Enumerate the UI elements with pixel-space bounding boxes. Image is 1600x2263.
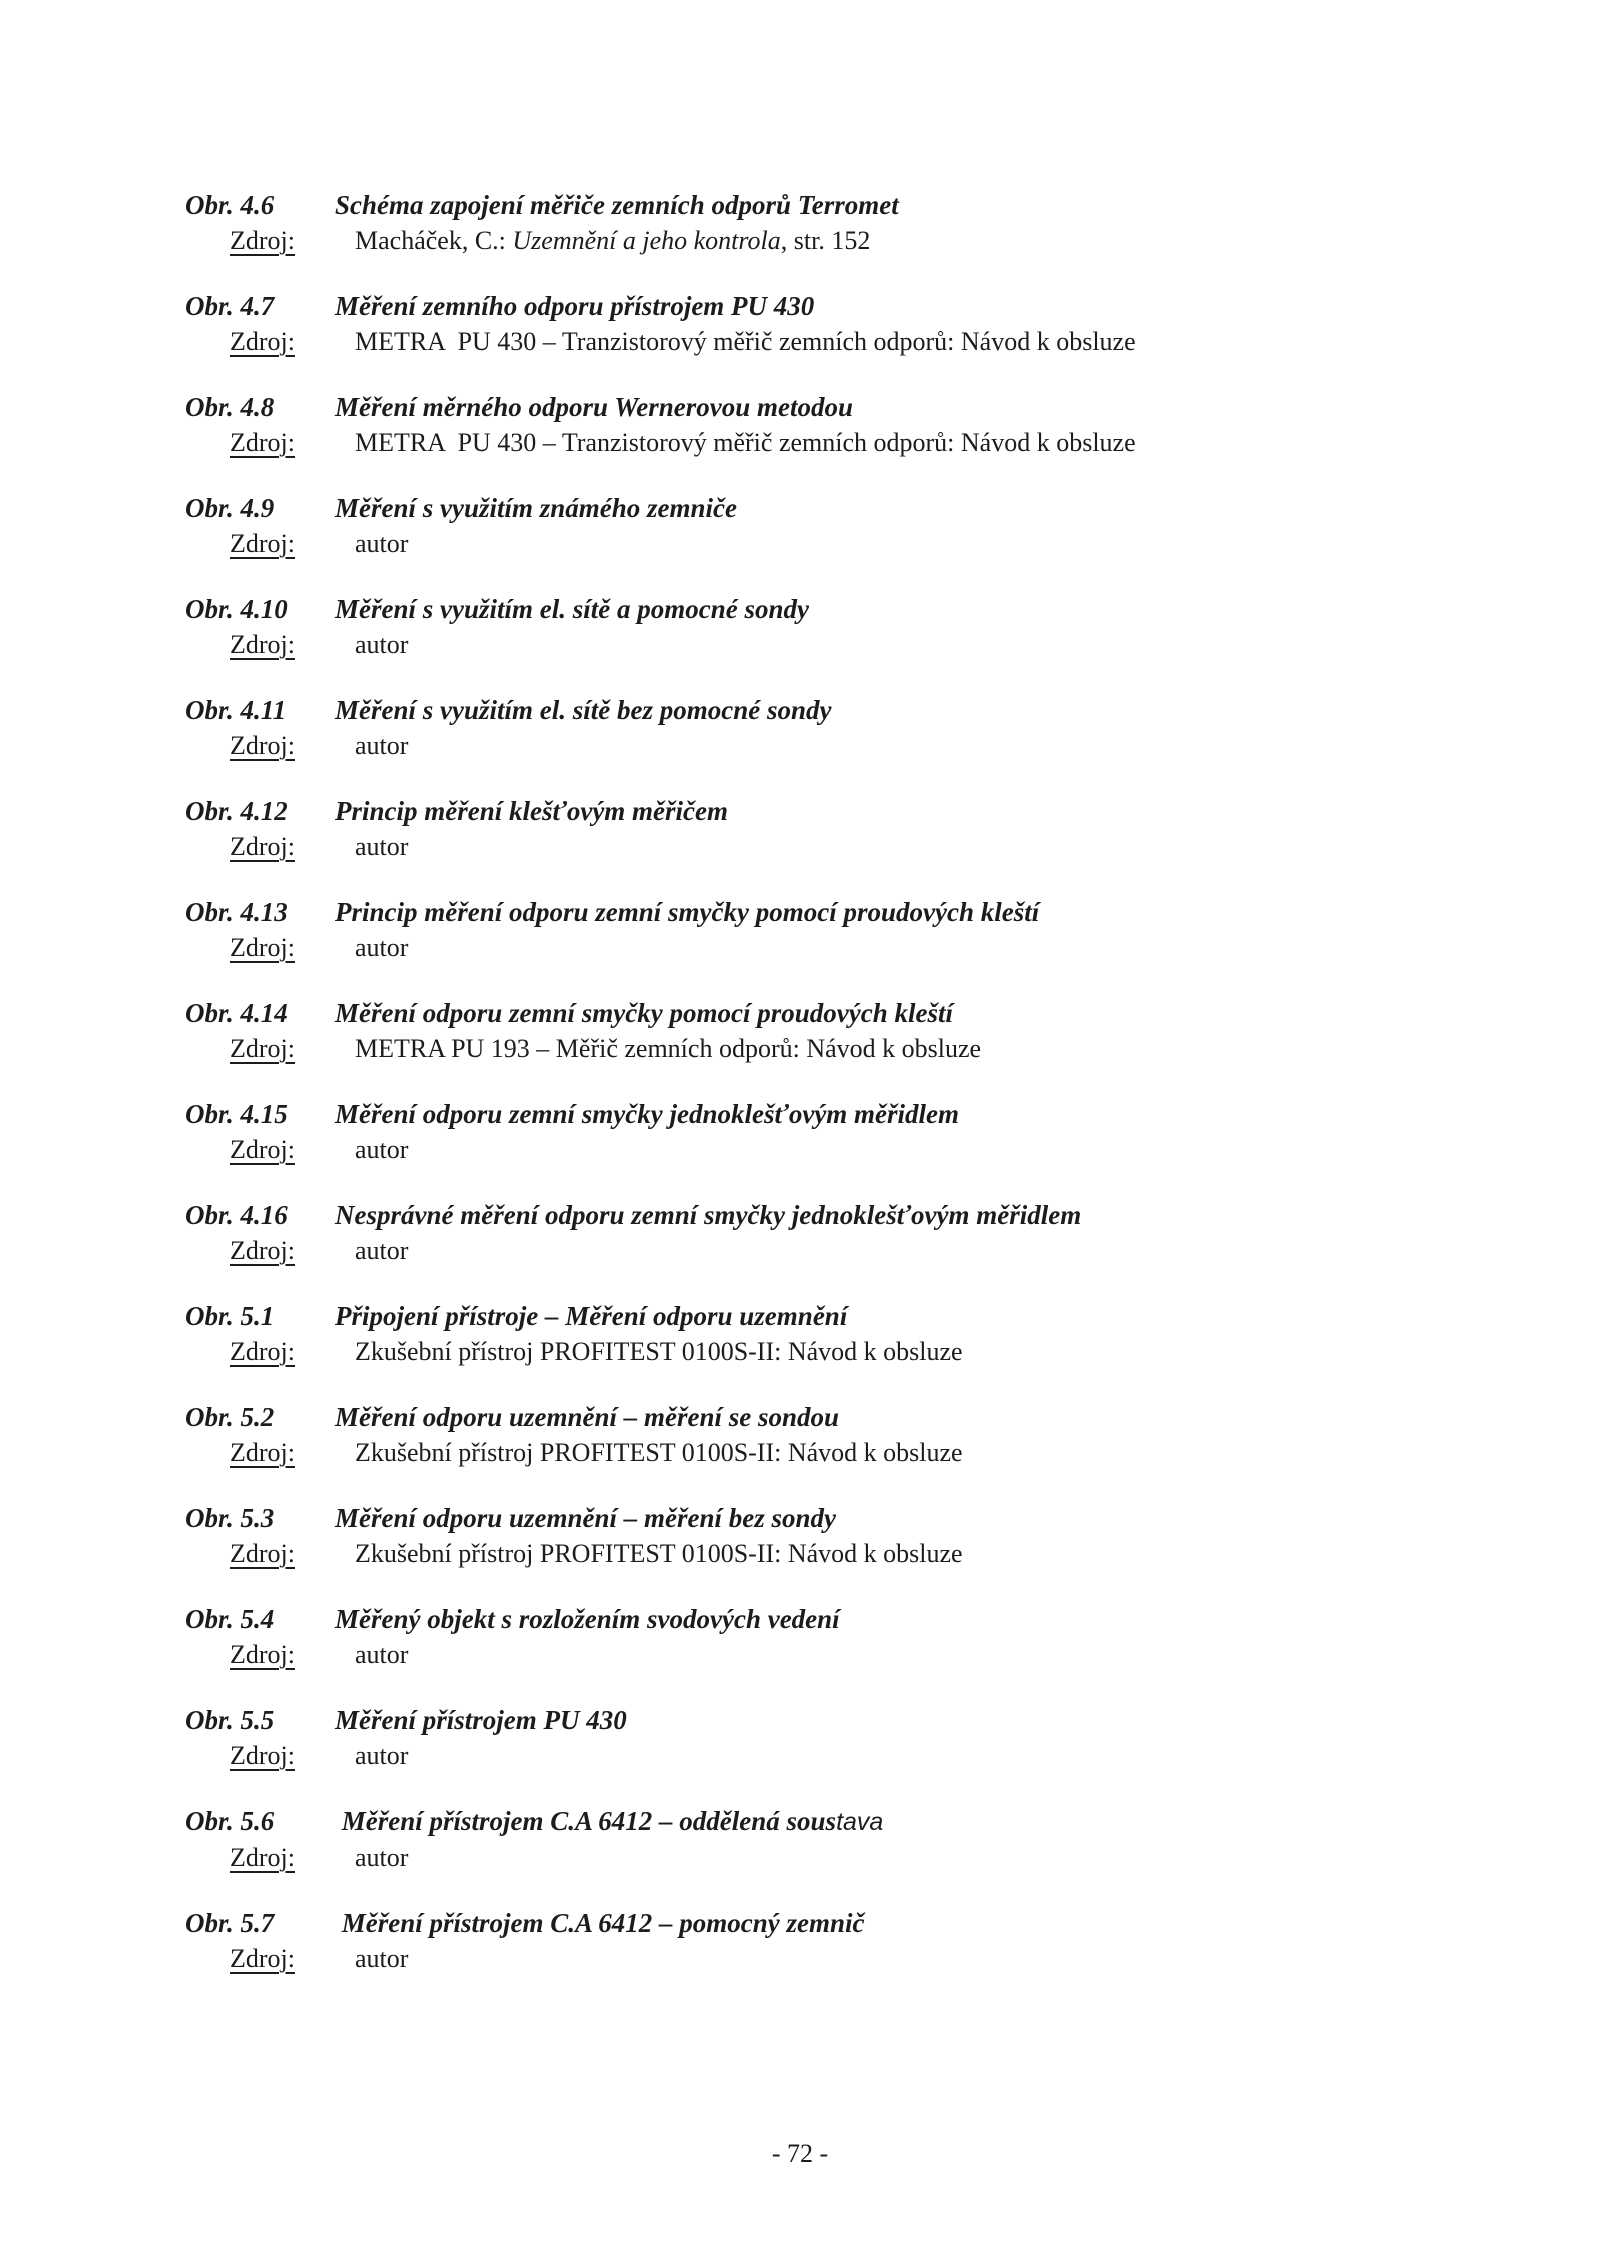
figure-source-row [185, 1637, 1600, 1672]
figure-entry [185, 390, 1600, 460]
source-label-text: Zdroj: [230, 1944, 295, 1973]
source-label-text: Zdroj: [230, 1337, 295, 1366]
source-label [230, 728, 355, 763]
text-fragment: Měření odporu uzemnění – měření se sondou [335, 1402, 840, 1432]
text-fragment: Měření s využitím el. sítě a pomocné sondy [335, 594, 809, 624]
source-text [355, 1738, 408, 1773]
figure-title-row [185, 1602, 1600, 1637]
source-text [355, 324, 1136, 359]
source-label [230, 1941, 355, 1976]
figure-title-row [185, 794, 1600, 829]
figure-source-row [185, 223, 1600, 258]
text-fragment: Měření s využitím el. sítě bez pomocné sondy [335, 695, 832, 725]
figure-list [0, 188, 1600, 1976]
source-text [355, 1637, 408, 1672]
source-text [355, 1840, 408, 1875]
text-fragment: Měření odporu uzemnění – měření bez sondy [335, 1503, 837, 1533]
figure-title-row [185, 390, 1600, 425]
text-fragment: Nesprávné měření odporu zemní smyčky jednoklešťovým měřidlem [335, 1200, 1082, 1230]
source-label-text: Zdroj: [230, 327, 295, 356]
source-label-text: Zdroj: [230, 832, 295, 861]
figure-source-row [185, 1941, 1600, 1976]
text-fragment: autor [355, 933, 409, 962]
text-fragment: Připojení přístroje – Měření odporu uzemnění [335, 1301, 848, 1331]
figure-label: Obr. 4.7 [185, 291, 275, 321]
figure-label: Obr. 5.7 [185, 1908, 275, 1938]
figure-source-row [185, 1435, 1600, 1470]
source-label-text: Zdroj: [230, 428, 295, 457]
source-label-text: Zdroj: [230, 933, 295, 962]
figure-title [335, 188, 899, 223]
source-label-text: Zdroj: [230, 1438, 295, 1467]
figure-title [335, 1804, 883, 1840]
text-fragment: Princip měření klešťovým měřičem [335, 796, 729, 826]
figure-title-row [185, 1906, 1600, 1941]
figure-title [335, 289, 814, 324]
figure-label: Obr. 4.13 [185, 897, 288, 927]
text-fragment: Měření měrného odporu Wernerovou metodou [335, 392, 854, 422]
source-label-text: Zdroj: [230, 1539, 295, 1568]
source-label [230, 1840, 355, 1875]
text-fragment: Zkušební přístroj PROFITEST 0100S-II: Návod k obsluze [355, 1539, 963, 1568]
text-fragment: autor [355, 1640, 409, 1669]
figure-title-row [185, 491, 1600, 526]
source-text [355, 728, 408, 763]
source-text [355, 1536, 963, 1571]
figure-label: Obr. 5.3 [185, 1503, 275, 1533]
figure-title-row [185, 1299, 1600, 1334]
source-label [230, 1738, 355, 1773]
text-fragment: autor [355, 1135, 409, 1164]
source-label [230, 223, 355, 258]
figure-title [335, 1501, 836, 1536]
figure-source-row [185, 1334, 1600, 1369]
text-fragment: Měření odporu zemní smyčky pomocí proudových kleští [335, 998, 953, 1028]
text-fragment: autor [355, 731, 409, 760]
figure-label: Obr. 4.8 [185, 392, 275, 422]
figure-label: Obr. 5.1 [185, 1301, 275, 1331]
text-fragment: autor [355, 1236, 409, 1265]
figure-title [335, 1906, 865, 1941]
figure-label: Obr. 5.2 [185, 1402, 275, 1432]
figure-title-row [185, 1703, 1600, 1738]
source-text [355, 1334, 963, 1369]
figure-title [335, 895, 1039, 930]
source-text [355, 1132, 408, 1167]
text-fragment: Zkušební přístroj PROFITEST 0100S-II: Návod k obsluze [355, 1438, 963, 1467]
source-text [355, 627, 408, 662]
figure-title-row [185, 1400, 1600, 1435]
source-label-text: Zdroj: [230, 1640, 295, 1669]
figure-source-row [185, 324, 1600, 359]
figure-label: Obr. 4.15 [185, 1099, 288, 1129]
figure-entry [185, 1198, 1600, 1268]
figure-entry [185, 188, 1600, 258]
source-text [355, 526, 408, 561]
figure-label: Obr. 5.6 [185, 1806, 275, 1836]
text-fragment: autor [355, 1741, 409, 1770]
figure-title [335, 1097, 959, 1132]
figure-source-row [185, 1840, 1600, 1875]
text-fragment: Zkušební přístroj PROFITEST 0100S-II: Návod k obsluze [355, 1337, 963, 1366]
text-fragment: METRA PU 430 – Tranzistorový měřič zemních odporů: Návod k obsluze [355, 327, 1136, 356]
text-fragment: autor [355, 630, 409, 659]
figure-title-row [185, 188, 1600, 223]
figure-source-row [185, 1738, 1600, 1773]
figure-entry [185, 1602, 1600, 1672]
figure-title [335, 996, 953, 1031]
text-fragment: autor [355, 1843, 409, 1872]
figure-title [335, 1198, 1081, 1233]
figure-title [335, 794, 728, 829]
text-fragment: , str. 152 [780, 226, 871, 255]
figure-title [335, 1400, 839, 1435]
source-label [230, 324, 355, 359]
figure-title-row [185, 1804, 1600, 1840]
figure-label: Obr. 4.11 [185, 695, 287, 725]
source-text [355, 1031, 981, 1066]
figure-source-row [185, 728, 1600, 763]
text-fragment: METRA PU 193 – Měřič zemních odporů: Návod k obsluze [355, 1034, 982, 1063]
figure-title-row [185, 1097, 1600, 1132]
figure-entry [185, 1906, 1600, 1976]
source-label-text: Zdroj: [230, 731, 295, 760]
source-label [230, 425, 355, 460]
figure-entry [185, 1703, 1600, 1773]
source-text [355, 1233, 408, 1268]
figure-title-row [185, 592, 1600, 627]
source-label-text: Zdroj: [230, 1034, 295, 1063]
source-label [230, 526, 355, 561]
figure-title [335, 1602, 840, 1637]
text-fragment: Měření zemního odporu přístrojem PU 430 [335, 291, 815, 321]
figure-source-row [185, 526, 1600, 561]
figure-source-row [185, 1233, 1600, 1268]
text-fragment: Měření s využitím známého zemniče [335, 493, 738, 523]
figure-label: Obr. 5.4 [185, 1604, 275, 1634]
figure-title [335, 693, 831, 728]
source-label-text: Zdroj: [230, 1843, 295, 1872]
source-label [230, 1536, 355, 1571]
source-label-text: Zdroj: [230, 1135, 295, 1164]
text-fragment: Měřený objekt s rozložením svodových vedení [335, 1604, 840, 1634]
figure-source-row [185, 1031, 1600, 1066]
source-label [230, 1031, 355, 1066]
source-text [355, 425, 1136, 460]
source-text [355, 1941, 408, 1976]
figure-entry [185, 1299, 1600, 1369]
figure-entry [185, 1804, 1600, 1875]
figure-title [335, 1299, 847, 1334]
text-fragment: Schéma zapojení měřiče zemních odporů Terromet [335, 190, 899, 220]
source-label [230, 1637, 355, 1672]
text-fragment: autor [355, 529, 409, 558]
figure-source-row [185, 1536, 1600, 1571]
figure-entry [185, 996, 1600, 1066]
figure-entry [185, 693, 1600, 763]
source-label-text: Zdroj: [230, 630, 295, 659]
figure-title-row [185, 289, 1600, 324]
source-label-text: Zdroj: [230, 1236, 295, 1265]
source-label [230, 1132, 355, 1167]
text-fragment: Měření přístrojem C.A 6412 – pomocný zemnič [335, 1908, 865, 1938]
source-label [230, 627, 355, 662]
source-label-text: Zdroj: [230, 1741, 295, 1770]
text-fragment: Princip měření odporu zemní smyčky pomocí proudových kleští [335, 897, 1040, 927]
text-fragment: METRA PU 430 – Tranzistorový měřič zemních odporů: Návod k obsluze [355, 428, 1136, 457]
source-label-text: Zdroj: [230, 529, 295, 558]
figure-label: Obr. 4.9 [185, 493, 275, 523]
figure-source-row [185, 627, 1600, 662]
source-text [355, 829, 408, 864]
figure-label: Obr. 4.12 [185, 796, 288, 826]
source-label [230, 1435, 355, 1470]
figure-source-row [185, 829, 1600, 864]
source-text [355, 1435, 963, 1470]
text-fragment: tava [836, 1808, 884, 1836]
source-label [230, 930, 355, 965]
figure-title-row [185, 1198, 1600, 1233]
source-label [230, 1233, 355, 1268]
source-label-text: Zdroj: [230, 226, 295, 255]
figure-label: Obr. 4.14 [185, 998, 288, 1028]
figure-label: Obr. 4.6 [185, 190, 275, 220]
source-label [230, 829, 355, 864]
figure-label: Obr. 5.5 [185, 1705, 275, 1735]
text-fragment: autor [355, 832, 409, 861]
text-fragment: Uzemnění a jeho kontrola [512, 226, 781, 255]
figure-title-row [185, 1501, 1600, 1536]
figure-title [335, 491, 737, 526]
figure-entry [185, 592, 1600, 662]
figure-entry [185, 794, 1600, 864]
source-text [355, 930, 408, 965]
text-fragment: Měření přístrojem PU 430 [335, 1705, 627, 1735]
text-fragment: autor [355, 1944, 409, 1973]
text-fragment: Měření přístrojem C.A 6412 – oddělená sous [335, 1806, 837, 1836]
source-text [355, 223, 870, 258]
figure-source-row [185, 425, 1600, 460]
figure-entry [185, 289, 1600, 359]
figure-source-row [185, 1132, 1600, 1167]
figure-label: Obr. 4.16 [185, 1200, 288, 1230]
text-fragment: Macháček, C.: [355, 226, 513, 255]
figure-source-row [185, 930, 1600, 965]
figure-title-row [185, 895, 1600, 930]
text-fragment: Měření odporu zemní smyčky jednoklešťovým měřidlem [335, 1099, 960, 1129]
figure-entry [185, 1501, 1600, 1571]
figure-title [335, 592, 809, 627]
figure-title [335, 1703, 627, 1738]
source-label [230, 1334, 355, 1369]
figure-title-row [185, 693, 1600, 728]
figure-entry [185, 1097, 1600, 1167]
figure-entry [185, 1400, 1600, 1470]
figure-title-row [185, 996, 1600, 1031]
figure-title [335, 390, 853, 425]
figure-entry [185, 895, 1600, 965]
page-number: - 72 - [771, 2139, 829, 2168]
figure-label: Obr. 4.10 [185, 594, 288, 624]
figure-entry [185, 491, 1600, 561]
